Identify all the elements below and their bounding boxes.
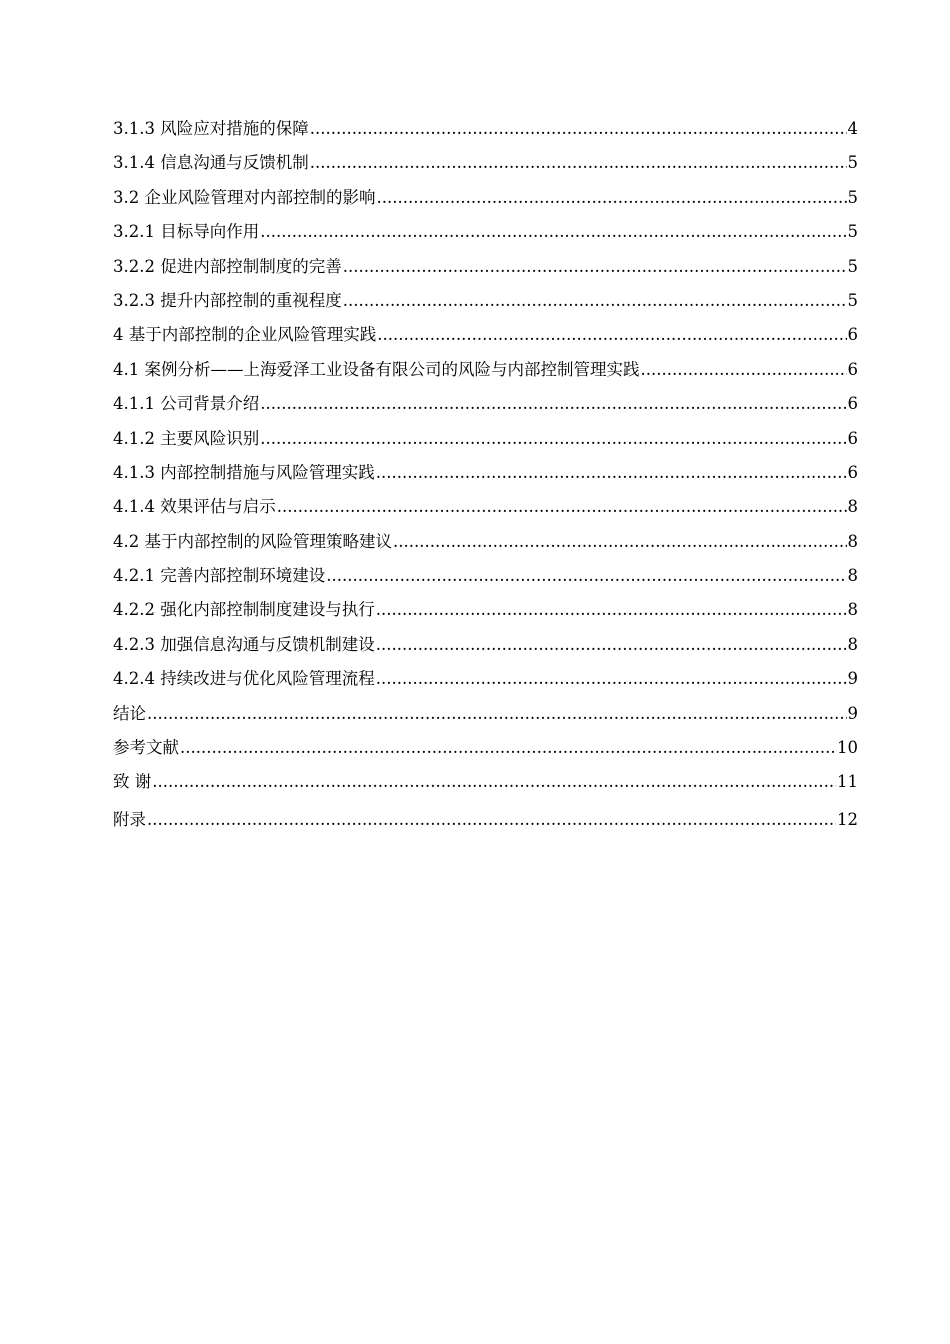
toc-entry-page: 11	[837, 772, 858, 792]
toc-leader-dots	[393, 531, 847, 553]
toc-entry-page: 5	[847, 222, 858, 242]
toc-entry[interactable]	[113, 290, 858, 324]
toc-entry-page: 8	[847, 531, 858, 551]
toc-entry-title: 3.2.2 促进内部控制制度的完善	[113, 256, 342, 276]
toc-entry-page: 6	[847, 325, 858, 345]
toc-entry[interactable]	[113, 462, 858, 496]
toc-entry-page: 8	[847, 600, 858, 620]
toc-leader-dots	[147, 809, 836, 831]
toc-entry-page: 4	[847, 119, 858, 138]
toc-entry[interactable]	[113, 531, 858, 565]
toc-leader-dots	[377, 324, 846, 346]
toc-entry-title: 致 谢	[113, 772, 152, 792]
toc-entry-title: 结论	[113, 703, 146, 723]
toc-leader-dots	[277, 496, 847, 518]
toc-entry-title: 4.1.1 公司背景介绍	[113, 394, 260, 414]
toc-entry-title: 4.1.2 主要风险识别	[113, 428, 260, 448]
toc-entry-page: 6	[847, 394, 858, 414]
toc-entry[interactable]	[113, 152, 858, 186]
toc-entry[interactable]	[113, 256, 858, 290]
toc-leader-dots	[376, 599, 847, 621]
toc-leader-dots	[310, 118, 847, 140]
table-of-contents	[113, 118, 858, 844]
toc-entry-page: 5	[847, 187, 858, 207]
toc-entry-title: 3.2.3 提升内部控制的重视程度	[113, 290, 342, 310]
toc-entry[interactable]	[113, 668, 858, 702]
toc-entry[interactable]	[113, 428, 858, 462]
toc-leader-dots	[260, 221, 846, 243]
toc-entry-title: 4.2.1 完善内部控制环境建设	[113, 566, 326, 586]
toc-entry[interactable]	[113, 496, 858, 530]
toc-leader-dots	[326, 565, 846, 587]
toc-entry-page: 5	[847, 153, 858, 173]
toc-entry-page: 6	[847, 462, 858, 482]
toc-entry-page: 6	[847, 359, 858, 379]
toc-leader-dots	[260, 428, 846, 450]
toc-entry[interactable]	[113, 809, 858, 843]
toc-entry-title: 3.1.4 信息沟通与反馈机制	[113, 153, 309, 173]
toc-entry-title: 4.1.3 内部控制措施与风险管理实践	[113, 462, 375, 482]
toc-entry-page: 8	[847, 497, 858, 517]
toc-entry-title: 3.2 企业风险管理对内部控制的影响	[113, 187, 376, 207]
toc-leader-dots	[641, 359, 847, 381]
toc-entry[interactable]	[113, 634, 858, 668]
toc-leader-dots	[376, 634, 847, 656]
toc-leader-dots	[377, 187, 847, 209]
toc-entry-page: 5	[847, 290, 858, 310]
toc-entry[interactable]	[113, 118, 858, 152]
toc-entry-page: 5	[847, 256, 858, 276]
toc-entry-page: 6	[847, 428, 858, 448]
toc-entry-title: 4.2.3 加强信息沟通与反馈机制建设	[113, 634, 375, 654]
toc-leader-dots	[376, 462, 847, 484]
toc-entry-page: 10	[837, 738, 858, 758]
toc-entry[interactable]	[113, 565, 858, 599]
toc-entry[interactable]	[113, 771, 858, 809]
toc-leader-dots	[260, 393, 846, 415]
toc-entry[interactable]	[113, 359, 858, 393]
toc-entry-page: 9	[847, 703, 858, 723]
toc-entry-title: 3.2.1 目标导向作用	[113, 222, 260, 242]
toc-entry[interactable]	[113, 703, 858, 737]
toc-entry-title: 4.2 基于内部控制的风险管理策略建议	[113, 531, 392, 551]
toc-entry[interactable]	[113, 737, 858, 771]
toc-leader-dots	[343, 256, 847, 278]
toc-entry[interactable]	[113, 221, 858, 255]
toc-entry-page: 9	[847, 669, 858, 689]
toc-leader-dots	[376, 668, 847, 690]
toc-entry-title: 4.2.2 强化内部控制制度建设与执行	[113, 600, 375, 620]
toc-entry[interactable]	[113, 187, 858, 221]
toc-leader-dots	[180, 737, 836, 759]
toc-entry-page: 8	[847, 566, 858, 586]
toc-entry-title: 4 基于内部控制的企业风险管理实践	[113, 325, 377, 345]
toc-entry-title: 4.2.4 持续改进与优化风险管理流程	[113, 669, 375, 689]
toc-entry-title: 附录	[113, 810, 146, 830]
toc-entry-title: 参考文献	[113, 738, 179, 758]
toc-entry[interactable]	[113, 393, 858, 427]
toc-entry-title: 4.1 案例分析——上海爱泽工业设备有限公司的风险与内部控制管理实践	[113, 359, 640, 379]
toc-leader-dots	[152, 771, 836, 793]
toc-entry-title: 4.1.4 效果评估与启示	[113, 497, 276, 517]
toc-entry-title: 3.1.3 风险应对措施的保障	[113, 119, 309, 138]
toc-leader-dots	[147, 703, 847, 725]
toc-leader-dots	[343, 290, 847, 312]
toc-entry[interactable]	[113, 599, 858, 633]
toc-leader-dots	[310, 152, 847, 174]
toc-entry-page: 12	[837, 810, 858, 830]
toc-entry-page: 8	[847, 634, 858, 654]
toc-entry[interactable]	[113, 324, 858, 358]
